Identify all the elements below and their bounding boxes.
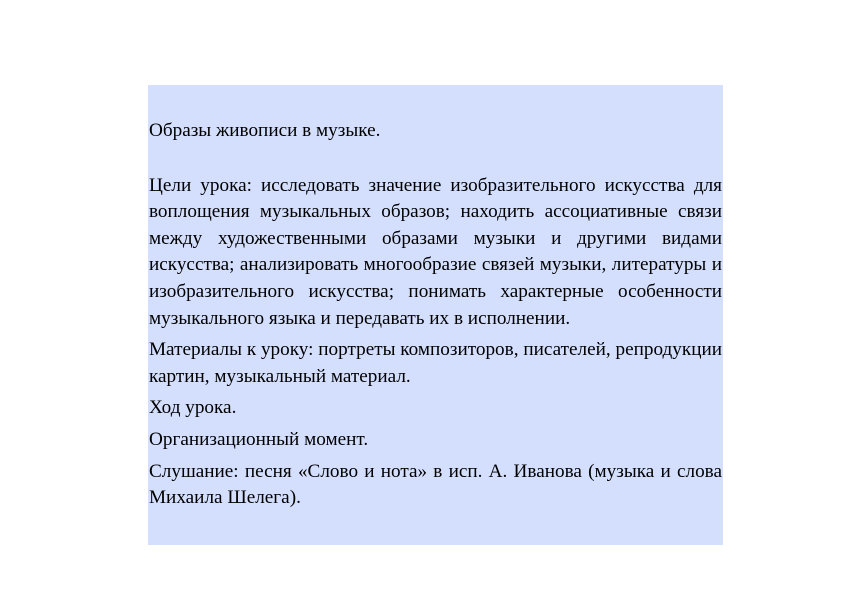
listening-paragraph: Слушание: песня «Слово и нота» в исп. А. Иванова (музыка и слова Михаила Шелега).	[149, 460, 722, 509]
organizational-moment-paragraph: Организационный момент.	[149, 428, 369, 450]
slide-text-block	[148, 85, 723, 545]
slide-title: Образы живописи в музыке.	[149, 120, 381, 141]
lesson-course-heading: Ход урока.	[149, 397, 237, 419]
lesson-materials-paragraph: Материалы к уроку: портреты композиторов, писателей, репродукции картин, музыкальный материал.	[149, 339, 722, 387]
lesson-goals-paragraph: Цели урока: исследовать значение изобразительного искусства для воплощения музыкальных образов; находить ассоциативные связи между художественными образами музыки и другими видами искусства; анализировать многообразие связей музыки, литературы и изобразительного искусства; понимать характерные особенности музыкального языка и передавать их в исполнении.	[149, 174, 722, 329]
